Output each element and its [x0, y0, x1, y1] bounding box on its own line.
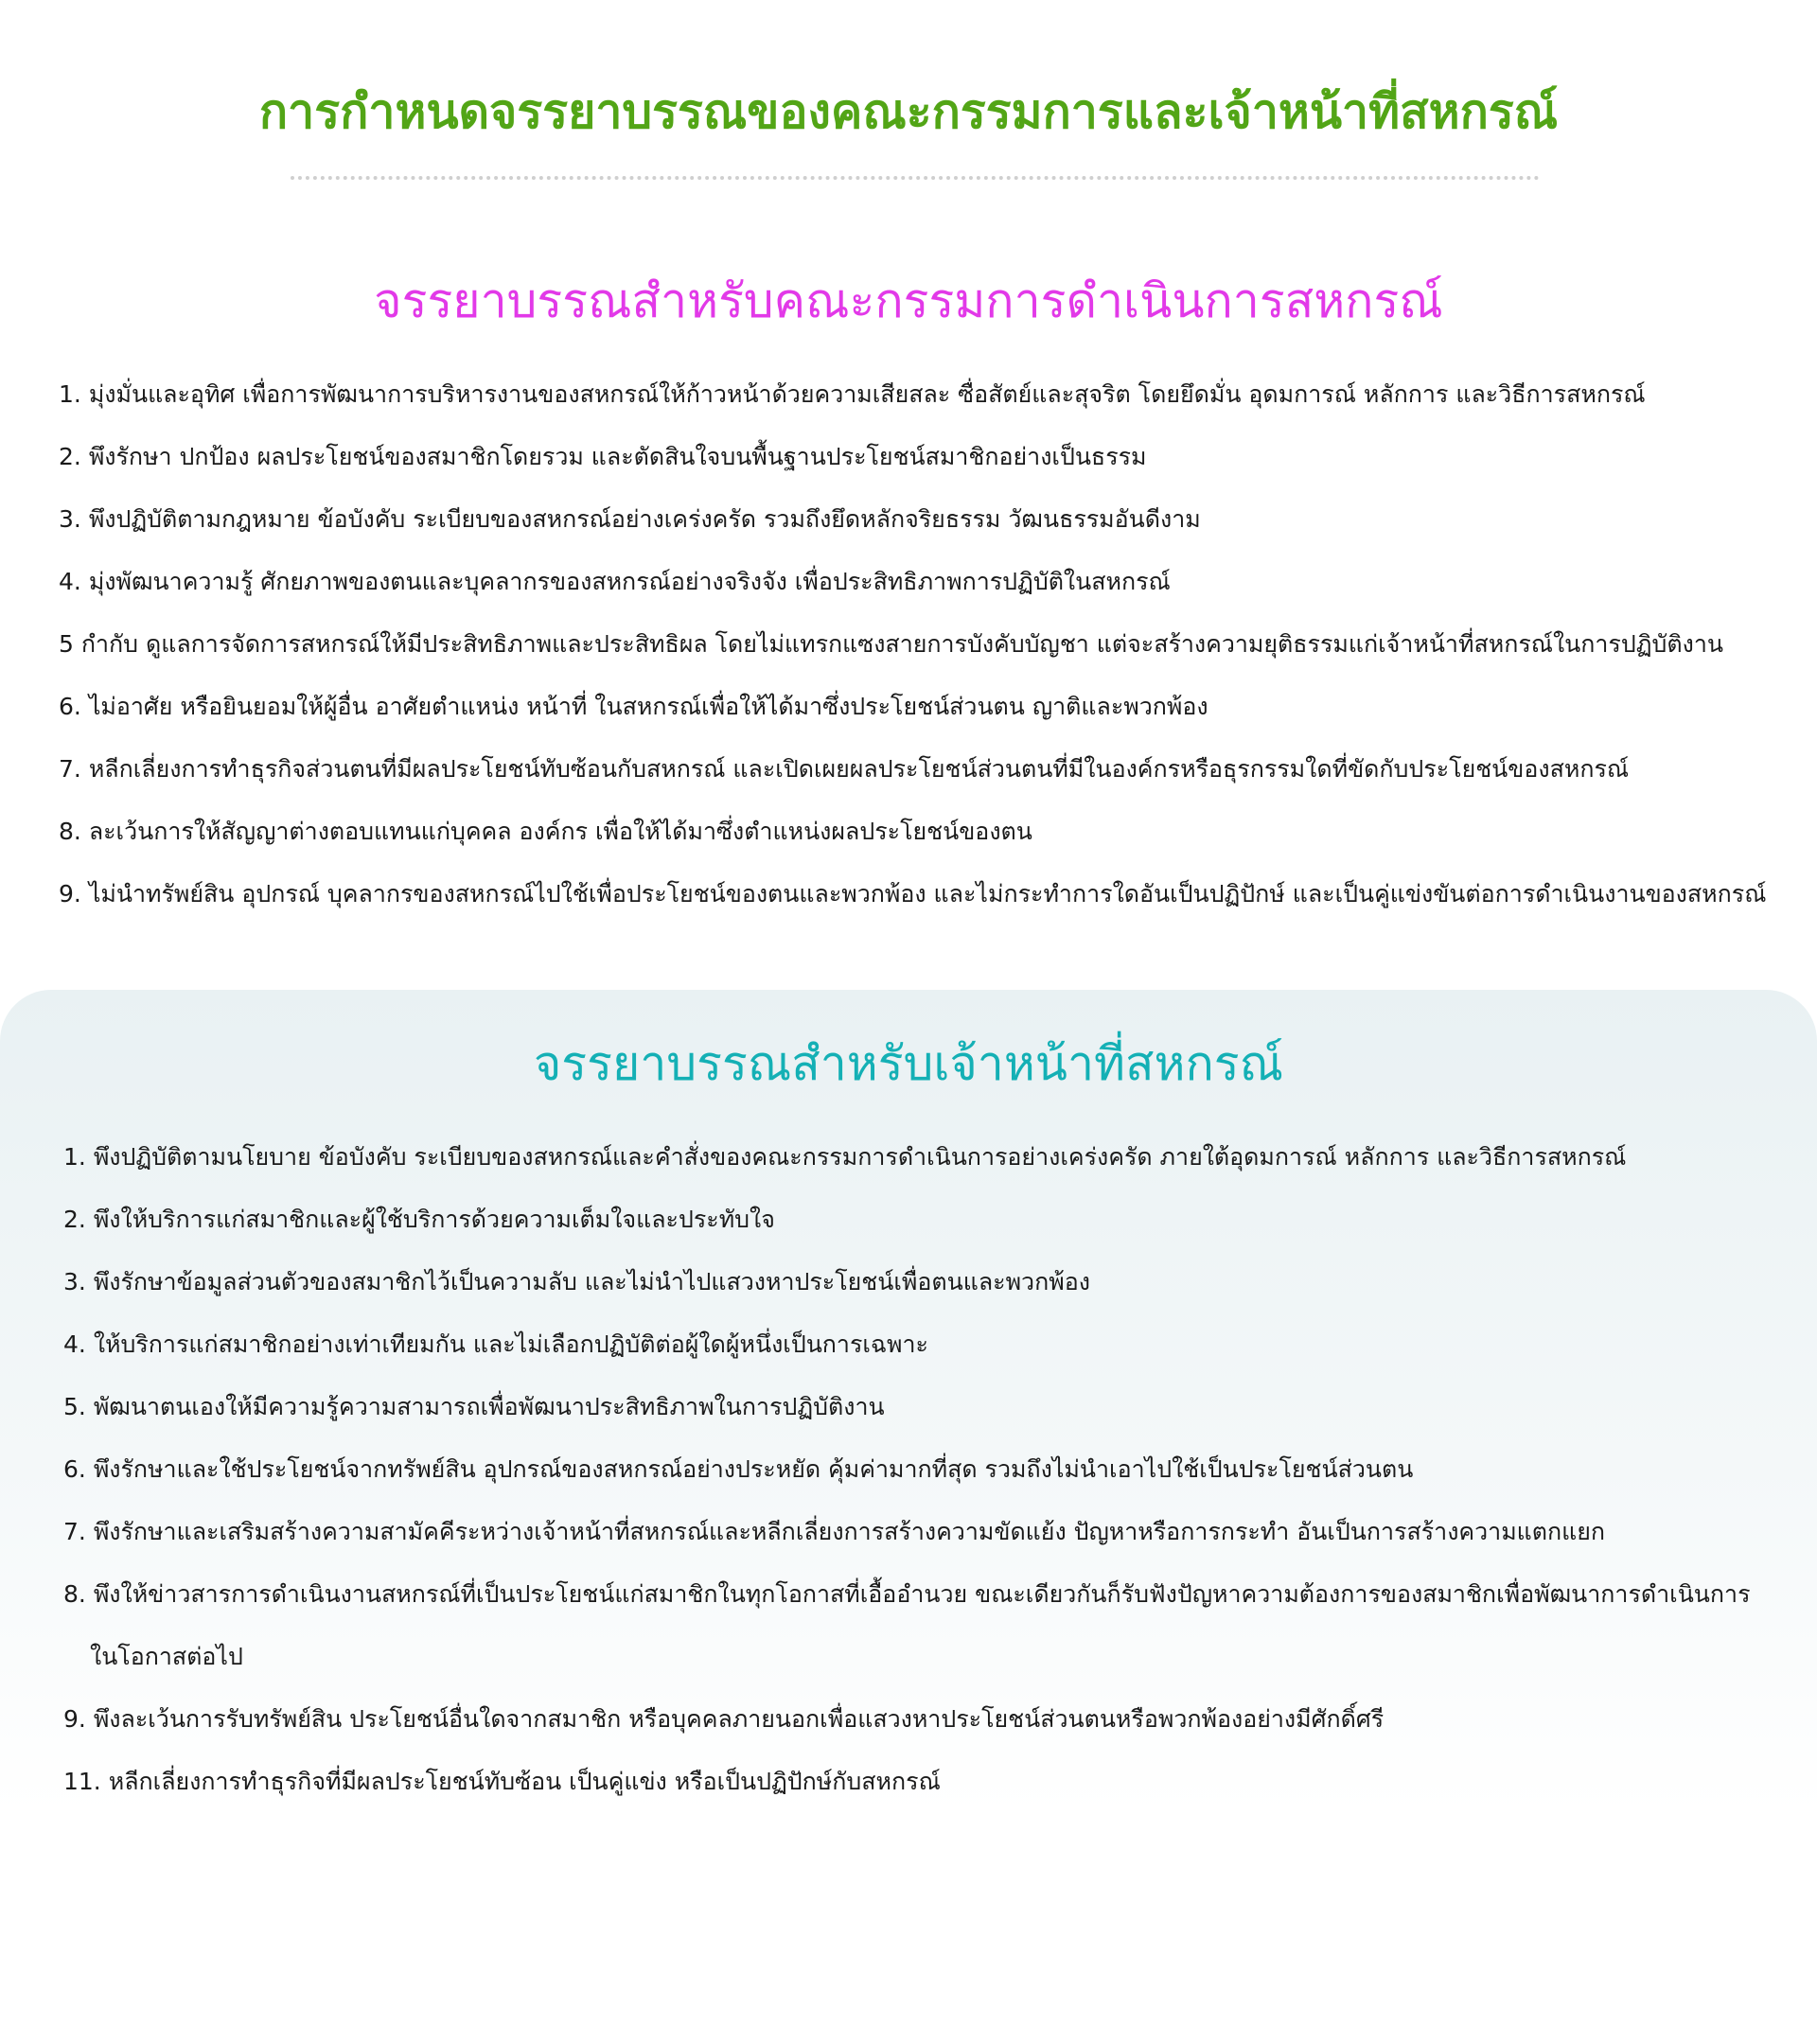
item-text: พึงปฏิบัติตามกฎหมาย ข้อบังคับ ระเบียบของสหกรณ์อย่างเคร่งครัด รวมถึงยึดหลักจริยธรรม วัฒนธรรมอันดีงาม — [88, 505, 1201, 533]
staff-item-5 — [63, 1376, 1786, 1438]
item-text: พึงรักษา ปกป้อง ผลประโยชน์ของสมาชิกโดยรวม และตัดสินใจบนพื้นฐานประโยชน์สมาชิกอย่างเป็นธรรม — [88, 443, 1147, 470]
staff-item-3 — [63, 1251, 1786, 1313]
item-text: พึงรักษาข้อมูลส่วนตัวของสมาชิกไว้เป็นความลับ และไม่นำไปแสวงหาประโยชน์เพื่อตนและพวกพ้อง — [93, 1268, 1090, 1295]
staff-item-6 — [63, 1438, 1786, 1501]
staff-item-9 — [63, 1688, 1786, 1751]
board-item-8 — [59, 801, 1791, 863]
board-item-3 — [59, 488, 1791, 551]
item-text: หลีกเลี่ยงการทำธุรกิจที่มีผลประโยชน์ทับซ้อน เป็นคู่แข่ง หรือเป็นปฏิปักษ์กับสหกรณ์ — [108, 1768, 941, 1795]
staff-item-11 — [63, 1751, 1786, 1813]
item-number: 1. — [59, 380, 81, 408]
item-text: พึงให้ข่าวสารการดำเนินงานสหกรณ์ที่เป็นประโยชน์แก่สมาชิกในทุกโอกาสที่เอื้ออำนวย ขณะเดียวกันก็รับฟังปัญหาความต้องการของสมาชิกเพื่อพัฒนาการดำเนินการ — [93, 1580, 1751, 1608]
item-number: 4. — [59, 568, 81, 595]
board-ethics-list — [59, 363, 1791, 925]
item-text: หลีกเลี่ยงการทำธุรกิจส่วนตนที่มีผลประโยชน์ทับซ้อนกับสหกรณ์ และเปิดเผยผลประโยชน์ส่วนตนที่มีในองค์กรหรือธุรกรรมใดที่ขัดกับประโยชน์ของสหกรณ์ — [88, 755, 1630, 783]
item-text-continuation: ในโอกาสต่อไป — [90, 1643, 243, 1670]
page-title: การกำหนดจรรยาบรรณของคณะกรรมการและเจ้าหน้าที่สหกรณ์ — [258, 84, 1559, 139]
staff-item-7 — [63, 1501, 1786, 1563]
item-number: 6. — [59, 693, 81, 720]
item-text: พึงรักษาและใช้ประโยชน์จากทรัพย์สิน อุปกรณ์ของสหกรณ์อย่างประหยัด คุ้มค่ามากที่สุด รวมถึงไม่นำเอาไปใช้เป็นประโยชน์ส่วนตน — [93, 1455, 1414, 1483]
item-number: 7. — [63, 1518, 86, 1545]
item-number: 2. — [63, 1206, 86, 1233]
staff-item-4 — [63, 1313, 1786, 1376]
item-number: 9. — [59, 880, 81, 907]
board-ethics-heading: จรรยาบรรณสำหรับคณะกรรมการดำเนินการสหกรณ์ — [374, 273, 1443, 328]
item-text: มุ่งพัฒนาความรู้ ศักยภาพของตนและบุคลากรของสหกรณ์อย่างจริงจัง เพื่อประสิทธิภาพการปฏิบัติในสหกรณ์ — [88, 568, 1171, 595]
staff-ethics-list — [63, 1126, 1786, 1813]
item-text: กำกับ ดูแลการจัดการสหกรณ์ให้มีประสิทธิภาพและประสิทธิผล โดยไม่แทรกแซงสายการบังคับบัญชา แต่จะสร้างความยุติธรรมแก่เจ้าหน้าที่สหกรณ์ในการปฏิบัติงาน — [80, 630, 1723, 658]
item-number: 3. — [63, 1268, 86, 1295]
item-number: 9. — [63, 1705, 86, 1733]
item-text: พึงละเว้นการรับทรัพย์สิน ประโยชน์อื่นใดจากสมาชิก หรือบุคคลภายนอกเพื่อแสวงหาประโยชน์ส่วนตนหรือพวกพ้องอย่างมีศักดิ์ศรี — [93, 1705, 1385, 1733]
board-item-4 — [59, 551, 1791, 613]
item-text: ไม่อาศัย หรือยินยอมให้ผู้อื่น อาศัยตำแหน่ง หน้าที่ ในสหกรณ์เพื่อให้ได้มาซึ่งประโยชน์ส่วนตน ญาติและพวกพ้อง — [88, 693, 1208, 720]
item-text: ไม่นำทรัพย์สิน อุปกรณ์ บุคลากรของสหกรณ์ไปใช้เพื่อประโยชน์ของตนและพวกพ้อง และไม่กระทำการใดอันเป็นปฏิปักษ์ และเป็นคู่แข่งขันต่อการดำเนินงานของสหกรณ์ — [88, 880, 1767, 907]
item-text: พึงปฏิบัติตามนโยบาย ข้อบังคับ ระเบียบของสหกรณ์และคำสั่งของคณะกรรมการดำเนินการอย่างเคร่งครัด ภายใต้อุดมการณ์ หลักการ และวิธีการสหกรณ์ — [93, 1143, 1627, 1171]
board-item-2 — [59, 426, 1791, 488]
item-text: พัฒนาตนเองให้มีความรู้ความสามารถเพื่อพัฒนาประสิทธิภาพในการปฏิบัติงาน — [93, 1393, 885, 1420]
item-number: 5 — [59, 630, 74, 658]
item-number: 1. — [63, 1143, 86, 1171]
item-text: ละเว้นการให้สัญญาต่างตอบแทนแก่บุคคล องค์กร เพื่อให้ได้มาซึ่งตำแหน่งผลประโยชน์ของตน — [88, 818, 1032, 845]
item-number: 4. — [63, 1330, 86, 1358]
item-number: 8. — [63, 1580, 86, 1608]
board-item-9 — [59, 863, 1791, 925]
staff-item-1 — [63, 1126, 1786, 1189]
title-divider — [291, 176, 1540, 180]
item-number: 2. — [59, 443, 81, 470]
board-item-5 — [59, 613, 1791, 676]
item-number: 8. — [59, 818, 81, 845]
staff-item-2 — [63, 1189, 1786, 1251]
staff-item-8 — [63, 1563, 1786, 1688]
board-item-1 — [59, 363, 1791, 426]
board-item-6 — [59, 676, 1791, 738]
item-number: 7. — [59, 755, 81, 783]
item-number: 11. — [63, 1768, 101, 1795]
item-text: พึงให้บริการแก่สมาชิกและผู้ใช้บริการด้วยความเต็มใจและประทับใจ — [93, 1206, 775, 1233]
item-text: มุ่งมั่นและอุทิศ เพื่อการพัฒนาการบริหารงานของสหกรณ์ให้ก้าวหน้าด้วยความเสียสละ ซื่อสัตย์และสุจริต โดยยึดมั่น อุดมการณ์ หลักการ และวิธีการสหกรณ์ — [88, 380, 1646, 408]
item-text: ให้บริการแก่สมาชิกอย่างเท่าเทียมกัน และไม่เลือกปฏิบัติต่อผู้ใดผู้หนึ่งเป็นการเฉพาะ — [93, 1330, 928, 1358]
item-number: 6. — [63, 1455, 86, 1483]
staff-ethics-heading: จรรยาบรรณสำหรับเจ้าหน้าที่สหกรณ์ — [534, 1036, 1283, 1091]
board-item-7 — [59, 738, 1791, 801]
item-number: 5. — [63, 1393, 86, 1420]
item-text: พึงรักษาและเสริมสร้างความสามัคคีระหว่างเจ้าหน้าที่สหกรณ์และหลีกเลี่ยงการสร้างความขัดแย้ง ปัญหาหรือการกระทำ อันเป็นการสร้างความแตกแยก — [93, 1518, 1606, 1545]
item-number: 3. — [59, 505, 81, 533]
